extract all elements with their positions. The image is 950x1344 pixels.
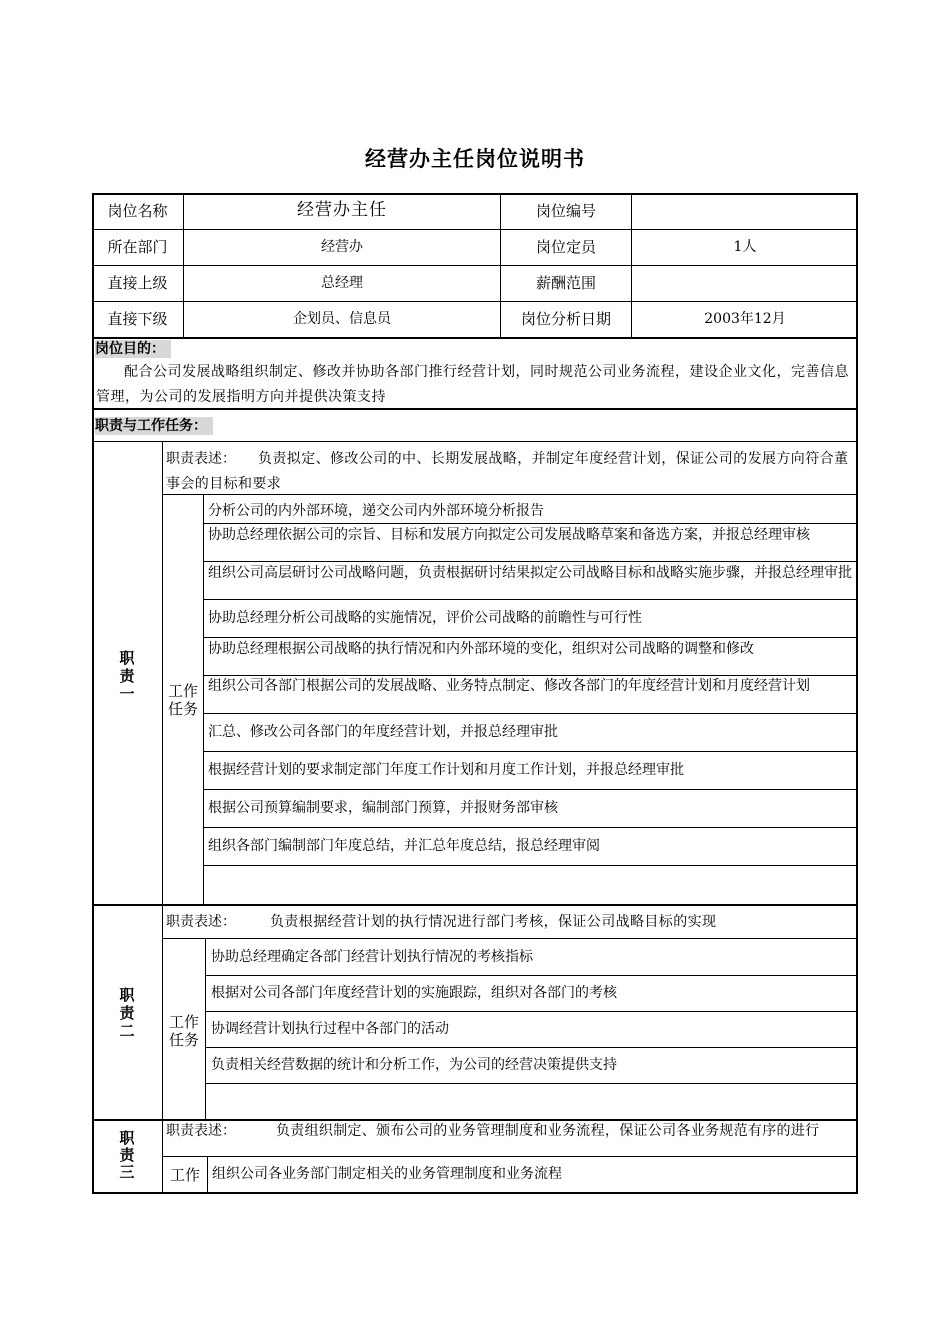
task-item: 根据经营计划的要求制定部门年度工作计划和月度工作计划，并报总经理审批 xyxy=(208,762,684,778)
row-divider xyxy=(92,229,858,230)
task-item: 协助总经理分析公司战略的实施情况，评价公司战略的前瞻性与可行性 xyxy=(208,610,642,626)
task-item: 分析公司的内外部环境，递交公司内外部环境分析报告 xyxy=(208,503,544,519)
header-value: 2003年12月 xyxy=(704,311,786,327)
task-item: 组织各部门编制部门年度总结，并汇总年度总结，报总经理审阅 xyxy=(208,838,600,854)
tasks-label: 工作 任务 xyxy=(168,1013,199,1049)
row-divider xyxy=(203,713,858,714)
row-divider xyxy=(203,637,858,638)
header-value: 经营办主任 xyxy=(297,200,387,220)
duties-heading: 职责与工作任务： xyxy=(95,417,213,435)
header-value: 总经理 xyxy=(321,275,363,291)
task-item: 协助总经理确定各部门经营计划执行情况的考核指标 xyxy=(211,949,533,965)
col-divider xyxy=(203,494,204,904)
tasks-label: 工作 任务 xyxy=(167,682,198,718)
row-divider xyxy=(92,441,858,442)
task-item: 协调经营计划执行过程中各部门的活动 xyxy=(211,1021,449,1037)
header-label: 岗位定员 xyxy=(535,238,596,256)
task-item: 根据对公司各部门年度经营计划的实施跟踪，组织对各部门的考核 xyxy=(211,985,617,1001)
col-divider xyxy=(162,441,163,1194)
tasks-label: 工作 xyxy=(169,1166,200,1184)
row-divider xyxy=(205,1047,858,1048)
row-divider xyxy=(203,561,858,562)
row-divider xyxy=(205,1083,858,1084)
row-divider xyxy=(203,789,858,790)
row-divider xyxy=(92,337,858,339)
row-divider xyxy=(205,975,858,976)
task-item: 汇总、修改公司各部门的年度经营计划，并报总经理审批 xyxy=(208,724,558,740)
task-item: 组织公司各部门根据公司的发展战略、业务特点制定、修改各部门的年度经营计划和月度经营计划 xyxy=(208,678,810,694)
row-divider xyxy=(203,523,858,524)
duty-name: 职 责 三 xyxy=(119,1129,135,1181)
duty-statement: 负责根据经营计划的执行情况进行部门考核，保证公司战略目标的实现 xyxy=(270,914,717,930)
row-divider xyxy=(203,827,858,828)
header-label: 所在部门 xyxy=(107,238,168,256)
row-divider xyxy=(203,599,858,600)
task-item: 组织公司高层研讨公司战略问题，负责根据研讨结果拟定公司战略目标和战略实施步骤，并报总经理审批 xyxy=(208,565,852,581)
row-divider xyxy=(92,301,858,302)
row-divider xyxy=(162,1156,858,1157)
row-divider xyxy=(92,408,858,410)
header-label: 岗位名称 xyxy=(107,202,168,220)
row-divider xyxy=(205,1011,858,1012)
duty-statement: 负责拟定、修改公司的中、长期发展战略，并制定年度经营计划，保证公司的发展方向符合董事会的目标和要求 xyxy=(166,451,849,492)
header-label: 岗位编号 xyxy=(535,202,596,220)
task-item: 组织公司各业务部门制定相关的业务管理制度和业务流程 xyxy=(212,1166,562,1182)
task-item: 负责相关经营数据的统计和分析工作，为公司的经营决策提供支持 xyxy=(211,1057,617,1073)
duty-statement-label: 职责表述： xyxy=(166,914,236,930)
page-title: 经营办主任岗位说明书 xyxy=(365,147,585,171)
header-label: 岗位分析日期 xyxy=(520,310,611,328)
row-divider xyxy=(162,494,858,495)
row-divider xyxy=(92,265,858,266)
row-divider xyxy=(203,865,858,866)
duty-statement-label: 职责表述： xyxy=(166,451,236,467)
row-divider xyxy=(92,1119,858,1121)
row-divider xyxy=(203,675,858,676)
header-label: 直接上级 xyxy=(107,274,168,292)
task-item: 协助总经理依据公司的宗旨、目标和发展方向拟定公司发展战略草案和备选方案，并报总经理审核 xyxy=(208,527,810,543)
task-item: 协助总经理根据公司战略的执行情况和内外部环境的变化，组织对公司战略的调整和修改 xyxy=(208,641,754,657)
task-item: 根据公司预算编制要求，编制部门预算，并报财务部审核 xyxy=(208,800,558,816)
header-value: 企划员、信息员 xyxy=(293,311,391,327)
header-label: 直接下级 xyxy=(107,310,168,328)
duty-name: 职 责 二 xyxy=(119,986,135,1040)
duty-name: 职 责 一 xyxy=(119,649,135,703)
row-divider xyxy=(92,904,858,906)
header-value: 1人 xyxy=(733,239,757,255)
duty-statement: 负责组织制定、颁布公司的业务管理制度和业务流程，保证公司各业务规范有序的进行 xyxy=(276,1123,820,1139)
row-divider xyxy=(162,938,858,939)
purpose-text: 配合公司发展战略组织制定、修改并协助各部门推行经营计划，同时规范公司业务流程，建设企业文化，完善信息管理，为公司的发展指明方向并提供决策支持 xyxy=(96,364,849,405)
duty-statement-label: 职责表述： xyxy=(166,1123,236,1139)
job-description-table xyxy=(92,193,858,1194)
header-label: 薪酬范围 xyxy=(535,274,596,292)
col-divider xyxy=(205,938,206,1120)
header-value: 经营办 xyxy=(321,239,363,255)
purpose-heading: 岗位目的： xyxy=(95,340,171,358)
row-divider xyxy=(203,751,858,752)
col-divider xyxy=(207,1156,208,1194)
